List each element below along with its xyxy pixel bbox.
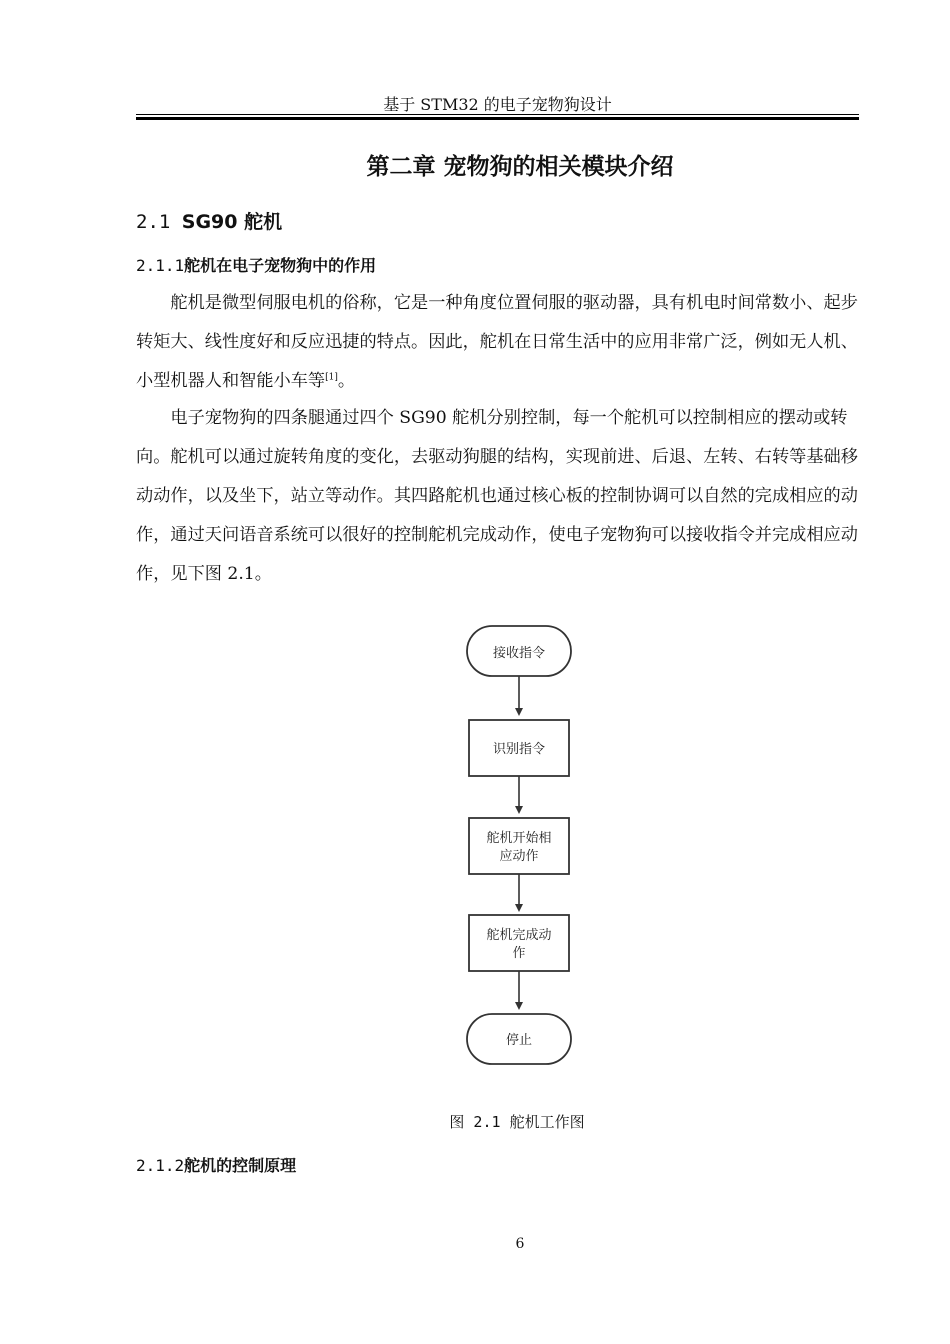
subsection-heading-2-1-1 [136,253,376,276]
paragraph-ending: 。 [337,371,356,391]
flow-node-recognize [469,720,569,776]
flowchart [440,620,600,1070]
figure-caption [300,1111,734,1132]
section-number: 2.1 [136,211,182,233]
section-title: SG90 舵机 [181,211,283,233]
subsection-title: 舵机的控制原理 [184,1156,297,1175]
paragraph-text: 舵机是微型伺服电机的俗称，它是一种角度位置伺服的驱动器，具有机电时间常数小、起步转矩大、线性度好和反应迅捷的特点。因此，舵机在日常生活中的应用非常广泛，例如无人机、小型机器人和智能小车等 [136,293,858,391]
node-label: 作 [512,946,526,961]
subsection-number: 2.1.1 [136,256,185,275]
subsection-heading-2-1-2 [136,1153,296,1176]
subsection-number: 2.1.2 [136,1156,185,1175]
flow-node-servo-start [469,818,569,874]
node-label: 舵机开始相 [486,831,552,846]
header-rule-thin [136,114,859,115]
process-shape [469,915,569,971]
node-label: 应动作 [499,849,539,864]
citation: [1] [325,372,338,383]
chapter-title: 第二章 宠物狗的相关模块介绍 [366,154,674,180]
flow-node-receive [467,626,571,676]
figure-number: 图 2.1 [449,1113,510,1131]
header-rule-thick [136,117,859,120]
paragraph-servo-intro [136,284,859,401]
subsection-title: 舵机在电子宠物狗中的作用 [184,256,377,275]
running-header: 基于 STM32 的电子宠物狗设计 [383,95,612,114]
paragraph-text: 电子宠物狗的四条腿通过四个 SG90 舵机分别控制，每一个舵机可以控制相应的摆动或转向。舵机可以通过旋转角度的变化，去驱动狗腿的结构，实现前进、后退、左转、右转等基础移动动作，以及坐下，站立等动作。其四路舵机也通过核心板的控制协调可以自然的完成相应的动作，通过天问语音系统可以很好的控制舵机完成动作，使电子宠物狗可以接收指令并完成相应动作，见下图 2.1。 [136,408,858,584]
node-label: 停止 [505,1033,533,1048]
node-label: 舵机完成动 [486,928,552,943]
node-label: 接收指令 [492,646,546,661]
flow-node-stop [467,1014,571,1064]
process-shape [469,818,569,874]
figure-title: 舵机工作图 [509,1113,585,1131]
flow-node-servo-done [469,915,569,971]
paragraph-servo-usage [136,399,859,594]
section-heading-2-1 [136,207,282,234]
page-number: 6 [515,1236,525,1252]
node-label: 识别指令 [492,742,546,757]
